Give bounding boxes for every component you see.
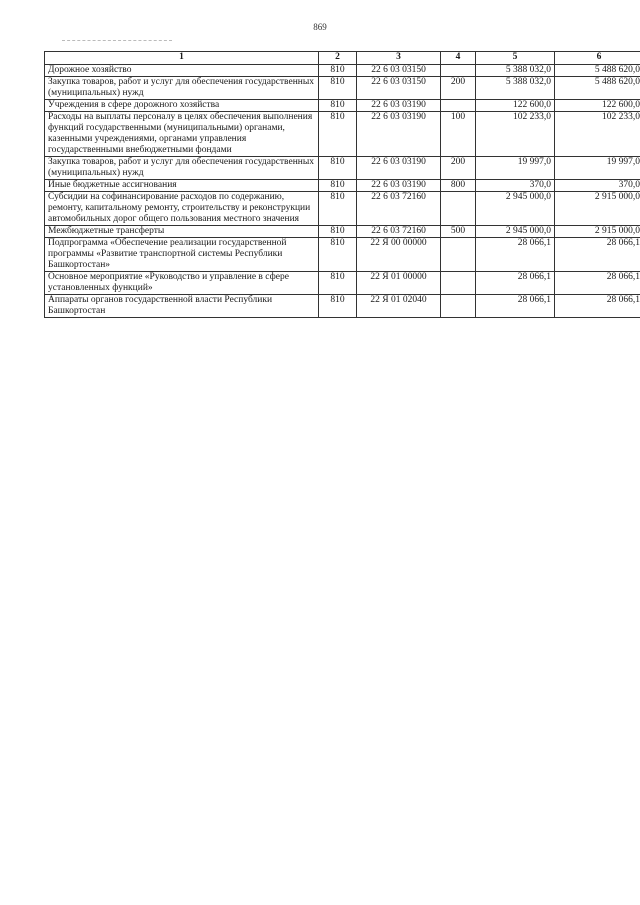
row-name: Аппараты органов государственной власти Республики Башкортостан: [45, 295, 319, 318]
row-name: Подпрограмма «Обеспечение реализации государственной программы «Развитие транспортной системы Республики Башкортостан»: [45, 238, 319, 272]
row-target-article: 22 6 03 03150: [357, 77, 441, 100]
table-row: [45, 180, 640, 192]
row-amount-6: 28 066,1: [555, 238, 640, 272]
row-amount-5: 5 388 032,0: [476, 65, 555, 77]
row-amount-5: 2 945 000,0: [476, 226, 555, 238]
row-name: Закупка товаров, работ и услуг для обеспечения государственных (муниципальных) нужд: [45, 77, 319, 100]
table-row: [45, 77, 640, 100]
header-rule-fragment: [62, 40, 172, 43]
row-amount-6: 28 066,1: [555, 295, 640, 318]
row-expense-type: 100: [441, 112, 476, 157]
row-code: 810: [319, 65, 357, 77]
row-amount-6: 5 488 620,0: [555, 77, 640, 100]
row-target-article: 22 6 03 03150: [357, 65, 441, 77]
row-name: Иные бюджетные ассигнования: [45, 180, 319, 192]
page-number: 869: [313, 22, 327, 32]
row-amount-6: 370,0: [555, 180, 640, 192]
row-amount-6: 28 066,1: [555, 272, 640, 295]
row-target-article: 22 6 03 72160: [357, 192, 441, 226]
row-name: Расходы на выплаты персоналу в целях обеспечения выполнения функций государственными (муниципальными) органами, казенными учреждениями, органами управления государственными внебюджетными фондами: [45, 112, 319, 157]
row-target-article: 22 Я 00 00000: [357, 238, 441, 272]
row-expense-type: [441, 192, 476, 226]
row-amount-5: 28 066,1: [476, 272, 555, 295]
row-target-article: 22 6 03 03190: [357, 157, 441, 180]
row-target-article: 22 6 03 03190: [357, 100, 441, 112]
row-expense-type: 200: [441, 157, 476, 180]
row-name: Учреждения в сфере дорожного хозяйства: [45, 100, 319, 112]
row-name: Субсидии на софинансирование расходов по содержанию, ремонту, капитальному ремонту, строительству и реконструкции автомобильных дорог общего пользования местного значения: [45, 192, 319, 226]
row-expense-type: [441, 272, 476, 295]
row-target-article: 22 6 03 72160: [357, 226, 441, 238]
budget-table: [44, 51, 640, 318]
table-row: [45, 192, 640, 226]
row-name: Дорожное хозяйство: [45, 65, 319, 77]
column-header-4: 4: [441, 52, 476, 65]
row-code: 810: [319, 295, 357, 318]
row-code: 810: [319, 157, 357, 180]
row-expense-type: 200: [441, 77, 476, 100]
column-header-1: 1: [45, 52, 319, 65]
row-target-article: 22 Я 01 00000: [357, 272, 441, 295]
row-name: Межбюджетные трансферты: [45, 226, 319, 238]
row-amount-5: 28 066,1: [476, 295, 555, 318]
row-amount-6: 5 488 620,0: [555, 65, 640, 77]
table-header-row: [45, 52, 640, 65]
row-name: Закупка товаров, работ и услуг для обеспечения государственных (муниципальных) нужд: [45, 157, 319, 180]
row-target-article: 22 6 03 03190: [357, 180, 441, 192]
row-amount-6: 2 915 000,0: [555, 192, 640, 226]
column-header-5: 5: [476, 52, 555, 65]
row-code: 810: [319, 112, 357, 157]
row-code: 810: [319, 238, 357, 272]
table-row: [45, 226, 640, 238]
row-amount-5: 19 997,0: [476, 157, 555, 180]
column-header-2: 2: [319, 52, 357, 65]
row-name: Основное мероприятие «Руководство и управление в сфере установленных функций»: [45, 272, 319, 295]
row-amount-5: 5 388 032,0: [476, 77, 555, 100]
row-amount-6: 102 233,0: [555, 112, 640, 157]
row-expense-type: 500: [441, 226, 476, 238]
table-row: [45, 295, 640, 318]
row-code: 810: [319, 272, 357, 295]
row-code: 810: [319, 180, 357, 192]
table-row: [45, 65, 640, 77]
row-expense-type: [441, 238, 476, 272]
row-amount-5: 2 945 000,0: [476, 192, 555, 226]
row-amount-6: 19 997,0: [555, 157, 640, 180]
table-row: [45, 238, 640, 272]
table-row: [45, 112, 640, 157]
table-row: [45, 272, 640, 295]
row-code: 810: [319, 226, 357, 238]
row-amount-5: 102 233,0: [476, 112, 555, 157]
row-amount-5: 370,0: [476, 180, 555, 192]
table-row: [45, 157, 640, 180]
row-expense-type: [441, 295, 476, 318]
row-amount-5: 28 066,1: [476, 238, 555, 272]
row-target-article: 22 6 03 03190: [357, 112, 441, 157]
row-target-article: 22 Я 01 02040: [357, 295, 441, 318]
row-expense-type: [441, 100, 476, 112]
row-amount-6: 2 915 000,0: [555, 226, 640, 238]
column-header-3: 3: [357, 52, 441, 65]
row-expense-type: 800: [441, 180, 476, 192]
row-expense-type: [441, 65, 476, 77]
row-code: 810: [319, 77, 357, 100]
row-amount-6: 122 600,0: [555, 100, 640, 112]
row-code: 810: [319, 192, 357, 226]
column-header-6: 6: [555, 52, 640, 65]
row-amount-5: 122 600,0: [476, 100, 555, 112]
table-row: [45, 100, 640, 112]
row-code: 810: [319, 100, 357, 112]
